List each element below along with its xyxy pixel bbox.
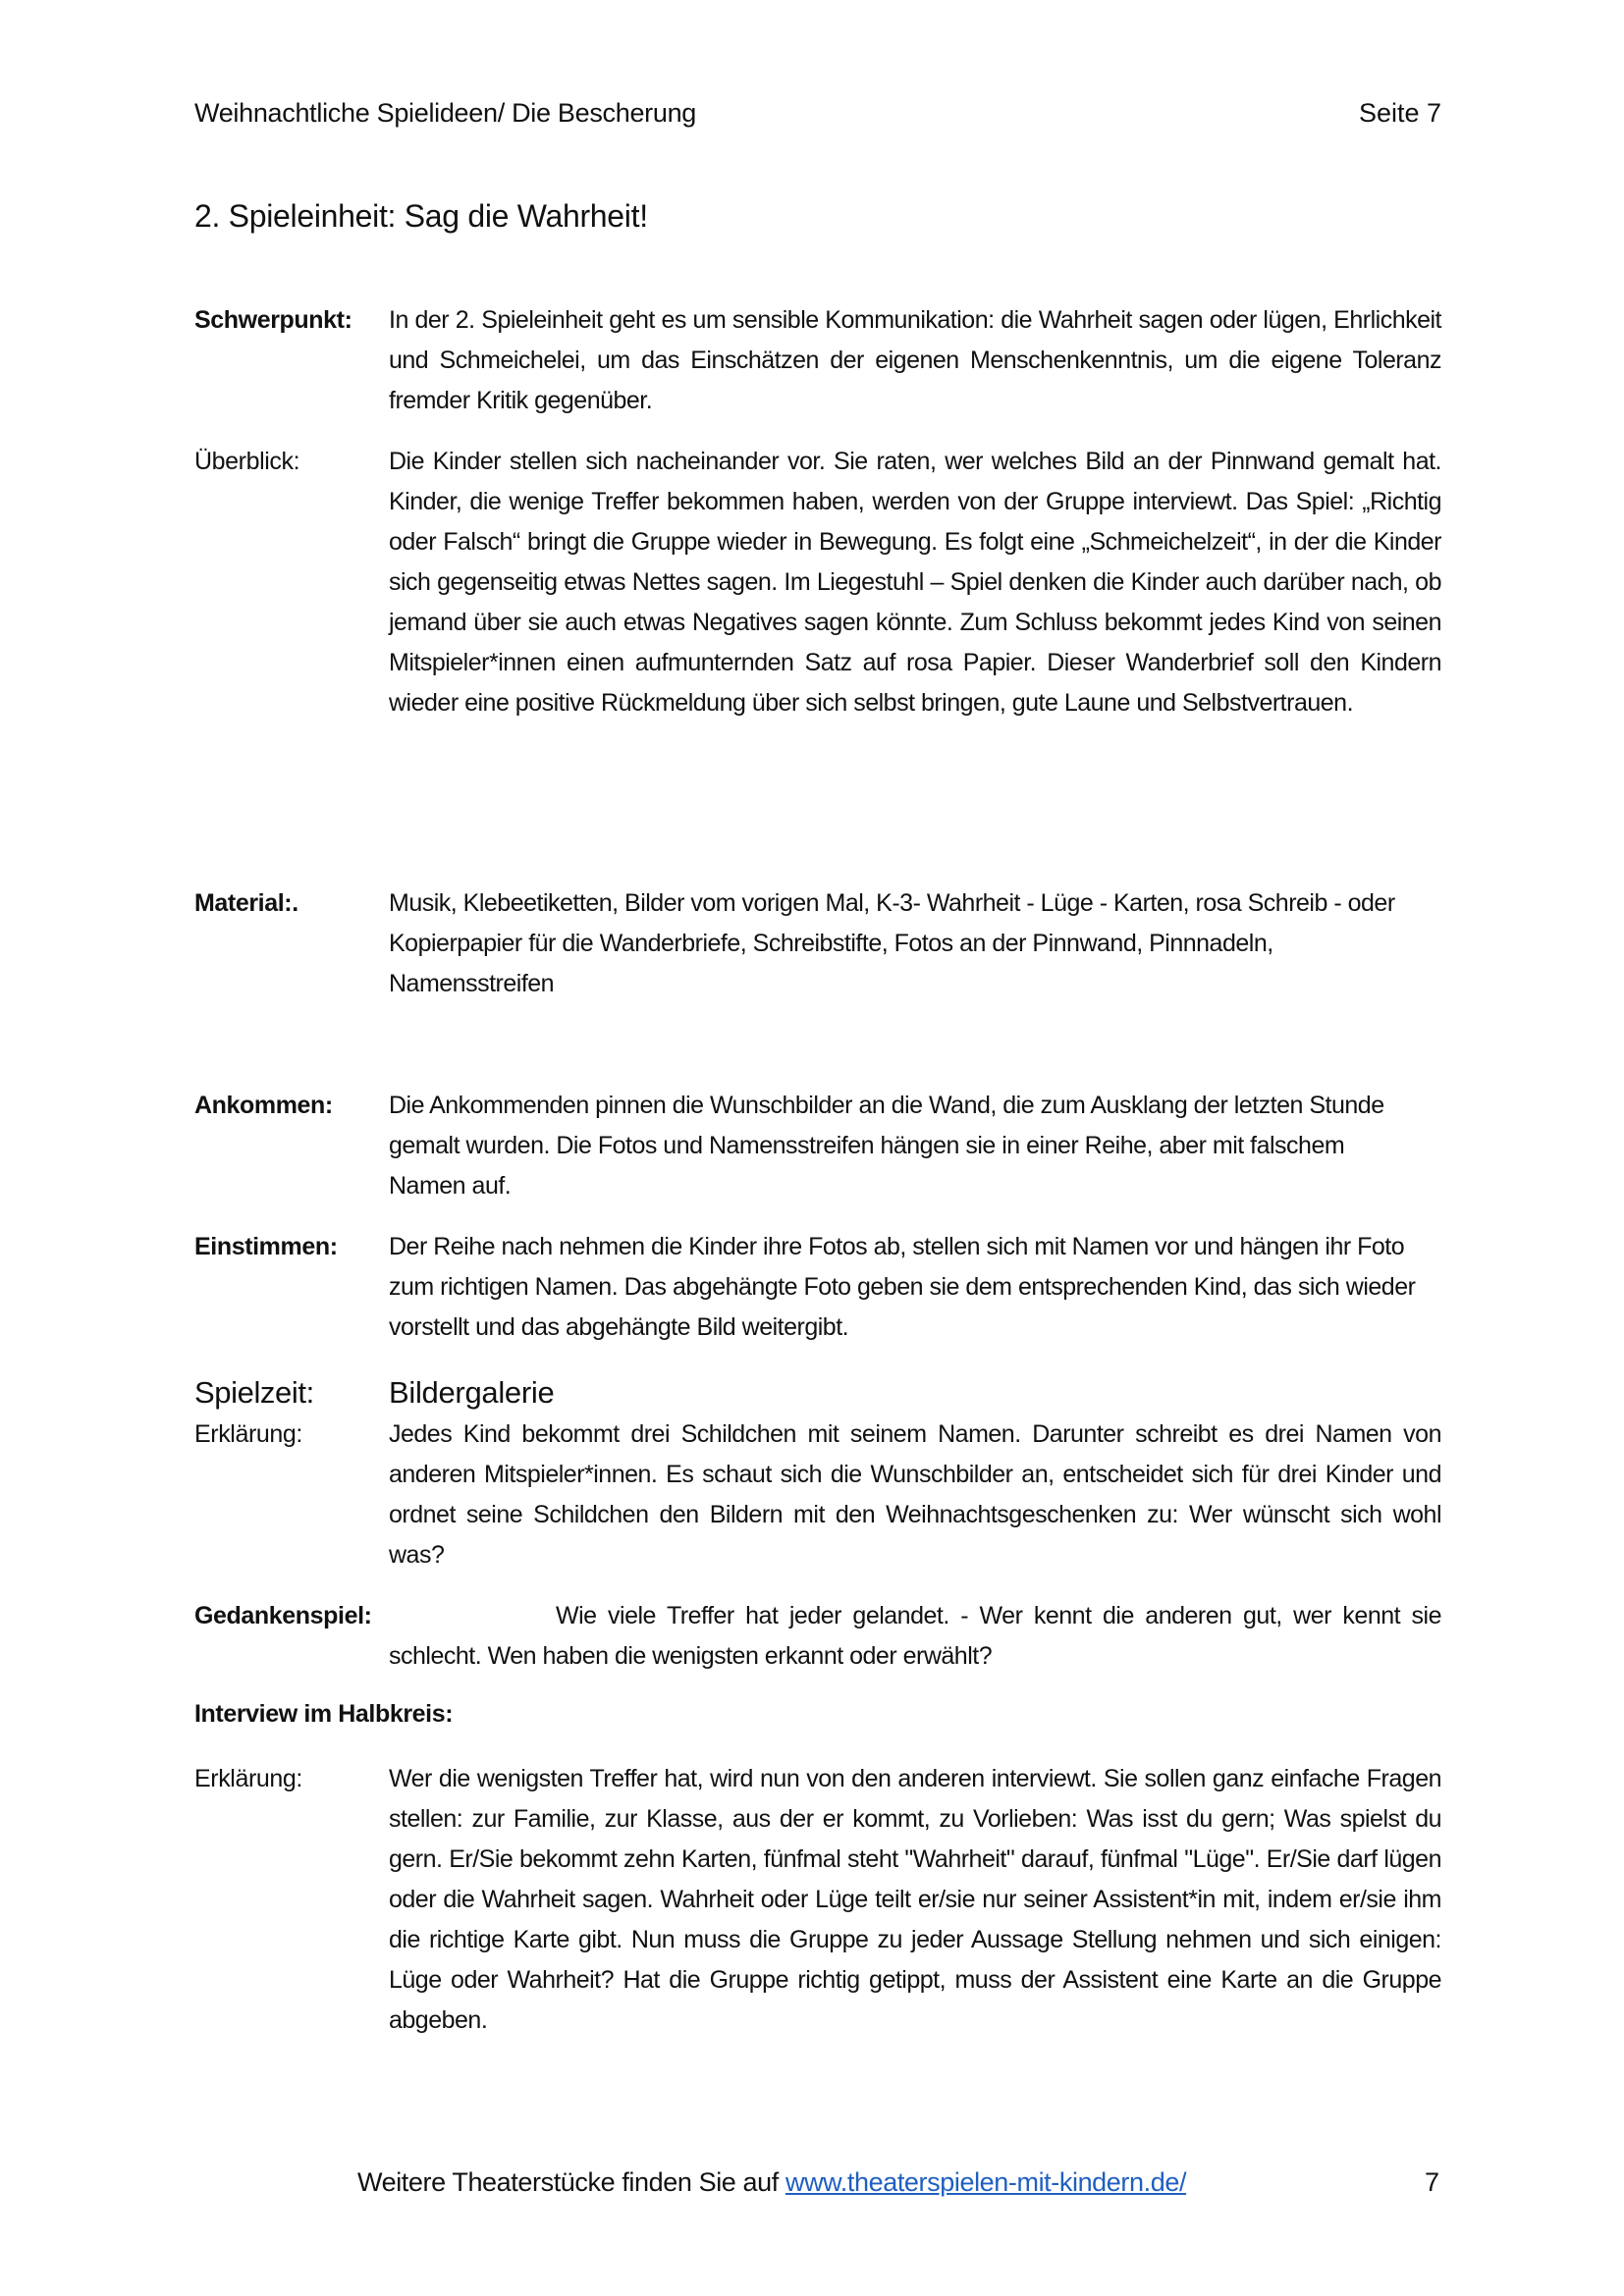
einstimmen-label: Einstimmen: — [194, 1233, 338, 1260]
schwerpunkt-label: Schwerpunkt: — [194, 306, 352, 334]
spielzeit-label: Spielzeit: — [194, 1375, 314, 1410]
interview-label: Interview im Halbkreis: — [194, 1700, 454, 1728]
running-header-title: Weihnachtliche Spielideen/ Die Bescherung — [194, 98, 697, 128]
ueberblick-label: Überblick: — [194, 448, 300, 475]
spielzeit-title: Bildergalerie — [389, 1375, 555, 1410]
ankommen-text: Die Ankommenden pinnen die Wunschbilder an die Wand, die zum Ausklang der letzten Stunde gemalt wurden. Die Fotos und Namensstreifen hängen sie in einer Reihe, aber mit falschem Namen auf. — [389, 1092, 1384, 1200]
gedankenspiel-label: Gedankenspiel: — [194, 1602, 372, 1629]
erklaerung-label: Erklärung: — [194, 1765, 302, 1792]
erklaerung-label: Erklärung: — [194, 1420, 302, 1448]
ueberblick-text: Die Kinder stellen sich nacheinander vor. Sie raten, wer welches Bild an der Pinnwand gemalt hat. Kinder, die wenige Treffer bekommen haben, werden von der Gruppe interviewt. Das Spiel: „Richtig oder Falsch“ bringt die Gruppe wieder in Bewegung. Es folgt eine „Schmeichelzeit“, in der die Kinder sich gegenseitig etwas Nettes sagen. Im Liegestuhl – Spiel denken die Kinder auch darüber nach, ob jemand über sie auch etwas Negatives sagen könnte. Zum Schluss bekommt jedes Kind von seinen Mitspieler*innen einen aufmunternden Satz auf rosa Papier. Dieser Wanderbrief soll den Kindern wieder eine positive Rückmeldung über sich selbst bringen, gute Laune und Selbstvertrauen. — [389, 448, 1441, 717]
running-header-page: Seite 7 — [1358, 98, 1441, 128]
footer-website-link[interactable]: www.theaterspielen-mit-kindern.de/ — [785, 2167, 1187, 2197]
section-title: 2. Spieleinheit: Sag die Wahrheit! — [194, 198, 648, 234]
schwerpunkt-text: In der 2. Spieleinheit geht es um sensible Kommunikation: die Wahrheit sagen oder lügen, Ehrlichkeit und Schmeichelei, um das Einschätzen der eigenen Menschenkenntnis, um die eigene Toleranz fremder Kritik gegenüber. — [389, 306, 1441, 414]
material-text: Musik, Klebeetiketten, Bilder vom vorigen Mal, K-3- Wahrheit - Lüge - Karten, rosa Schreib - oder Kopierpapier für die Wanderbriefe, Schreibstifte, Fotos an der Pinnwand, Pinnnadeln, Namensstreifen — [389, 889, 1395, 997]
ankommen-label: Ankommen: — [194, 1092, 333, 1119]
gedankenspiel-text: Wie viele Treffer hat jeder gelandet. - Wer kennt die anderen gut, wer kennt sie schlecht. Wen haben die wenigsten erkannt oder erwählt? — [389, 1602, 1441, 1670]
einstimmen-text: Der Reihe nach nehmen die Kinder ihre Fotos ab, stellen sich mit Namen vor und hängen ihr Foto zum richtigen Namen. Das abgehängte Foto geben sie dem entsprechenden Kind, das sich wieder vorstellt und das abgehängte Bild weitergibt. — [389, 1233, 1416, 1341]
footer — [357, 2167, 1186, 2198]
erklaerung-text: Wer die wenigsten Treffer hat, wird nun von den anderen interviewt. Sie sollen ganz einfache Fragen stellen: zur Familie, zur Klasse, aus der er kommt, zu Vorlieben: Was isst du gern; Was spielst du gern. Er/Sie bekommt zehn Karten, fünfmal steht "Wahrheit" darauf, fünfmal "Lüge". Er/Sie darf lügen oder die Wahrheit sagen. Wahrheit oder Lüge teilt er/sie nur seiner Assistent*in mit, indem er/sie ihm die richtige Karte gibt. Nun muss die Gruppe zu jeder Aussage Stellung nehmen und sich einigen: Lüge oder Wahrheit? Hat die Gruppe richtig getippt, muss der Assistent eine Karte an die Gruppe abgeben. — [389, 1765, 1441, 2034]
footer-text: Weitere Theaterstücke finden Sie auf — [357, 2167, 785, 2197]
footer-page-number: 7 — [1424, 2167, 1439, 2197]
material-label: Material:. — [194, 889, 298, 917]
erklaerung-text: Jedes Kind bekommt drei Schildchen mit seinem Namen. Darunter schreibt es drei Namen von anderen Mitspieler*innen. Es schaut sich die Wunschbilder an, entscheidet sich für drei Kinder und ordnet seine Schildchen den Bildern mit den Weihnachtsgeschenken zu: Wer wünscht sich wohl was? — [389, 1420, 1441, 1569]
